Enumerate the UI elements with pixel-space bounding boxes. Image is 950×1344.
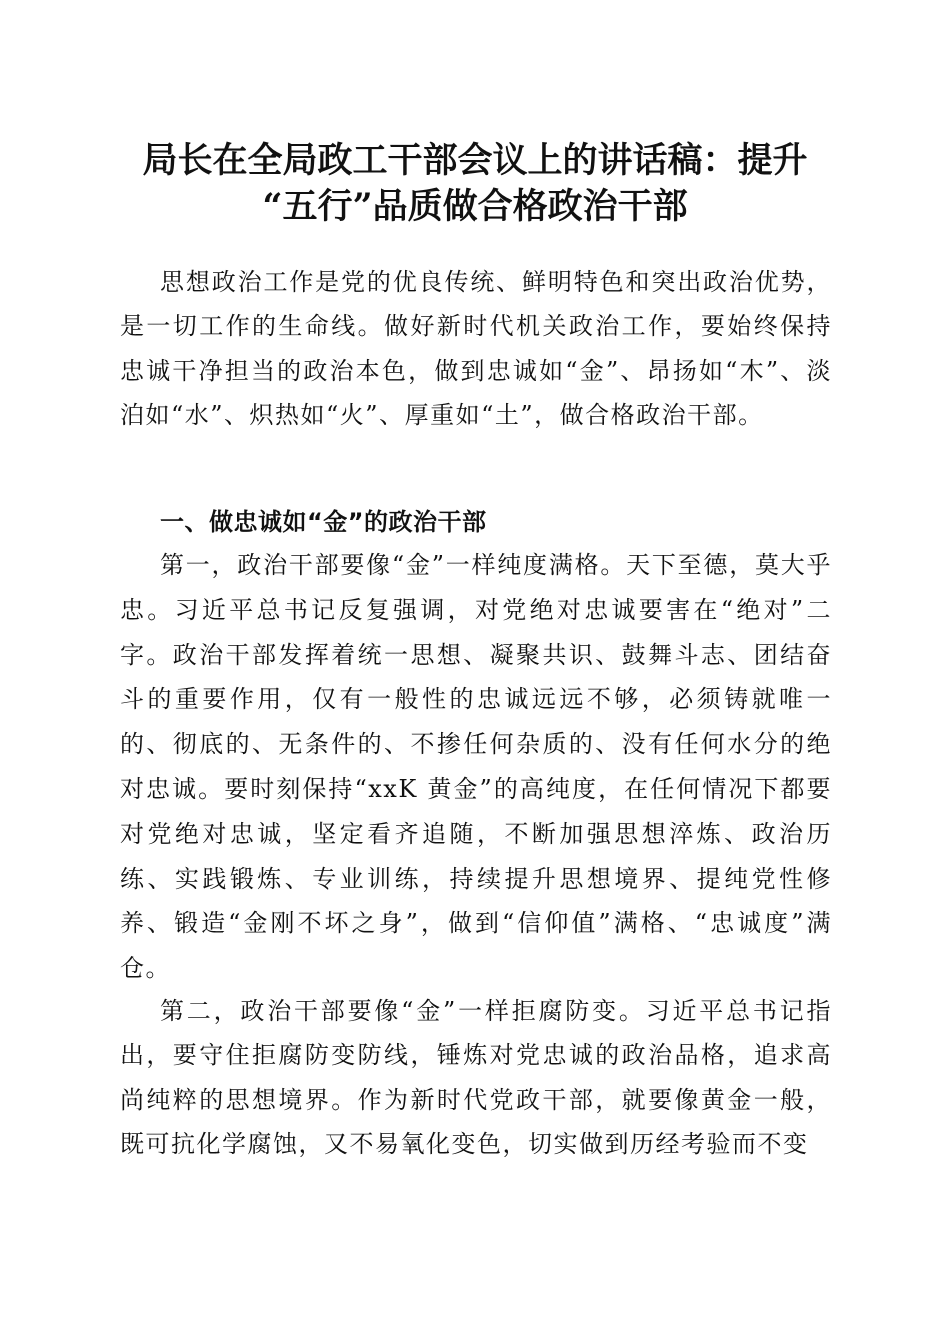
document-title-line-2: “五行”品质做合格政治干部	[262, 186, 688, 227]
intro-paragraph: 思想政治工作是党的优良传统、鲜明特色和突出政治优势，是一切工作的生命线。做好新时代机关政治工作，要始终保持忠诚干净担当的政治本色，做到忠诚如“金”、昂扬如“木”、淡泊如“水”、炽热如“火”、厚重如“土”，做合格政治干部。	[120, 268, 832, 430]
paragraph-first: 第一，政治干部要像“金”一样纯度满格。天下至德，莫大乎忠。习近平总书记反复强调，对党绝对忠诚要害在“绝对”二字。政治干部发挥着统一思想、凝聚共识、鼓舞斗志、团结奋斗的重要作用，仅有一般性的忠诚远远不够，必须铸就唯一的、彻底的、无条件的、不掺任何杂质的、没有任何水分的绝对忠诚。要时刻保持“xxK 黄金”的高纯度，在任何情况下都要对党绝对忠诚，坚定看齐追随，不断加强思想淬炼、政治历练、实践锻炼、专业训练，持续提升思想境界、提纯党性修养、锻造“金刚不坏之身”，做到“信仰值”满格、“忠诚度”满仓。	[120, 551, 832, 983]
section-1-heading: 一、做忠诚如“金”的政治干部	[160, 508, 487, 536]
document-title-line-1: 局长在全局政工干部会议上的讲话稿：提升	[142, 140, 808, 181]
paragraph-second: 第二，政治干部要像“金”一样拒腐防变。习近平总书记指出，要守住拒腐防变防线，锤炼对党忠诚的政治品格，追求高尚纯粹的思想境界。作为新时代党政干部，就要像黄金一般，既可抗化学腐蚀，又不易氧化变色，切实做到历经考验而不变	[120, 997, 832, 1159]
